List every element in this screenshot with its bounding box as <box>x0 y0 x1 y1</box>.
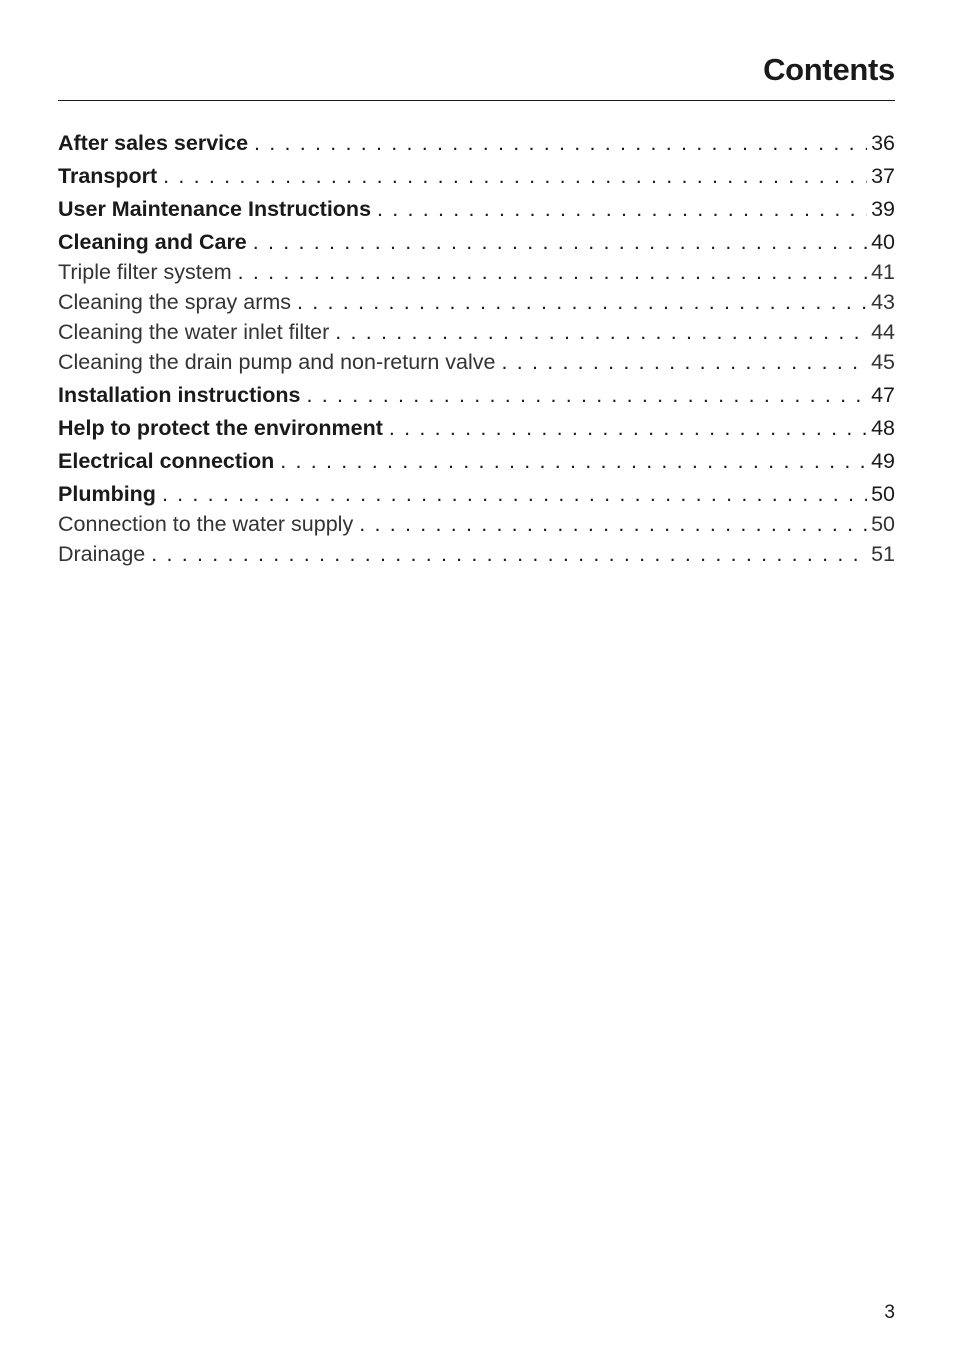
title-divider <box>58 100 895 101</box>
toc-entry-label: Transport <box>58 164 158 188</box>
toc-entry-connection-water-supply[interactable] <box>58 509 895 539</box>
page-number: 3 <box>884 1302 895 1323</box>
toc-entry-label: Triple filter system <box>58 260 232 284</box>
toc-entry-help-protect-environment[interactable] <box>58 413 895 443</box>
dot-leader <box>297 287 867 317</box>
toc-entry-label: Installation instructions <box>58 383 301 407</box>
toc-entry-label: Cleaning and Care <box>58 230 247 254</box>
toc-entry-label: Cleaning the water inlet filter <box>58 320 330 344</box>
toc-entry-page: 45 <box>871 350 895 374</box>
dot-leader <box>253 227 867 257</box>
toc-entry-page: 50 <box>871 482 895 506</box>
dot-leader <box>254 128 867 158</box>
toc-entry-cleaning-and-care[interactable] <box>58 227 895 257</box>
dot-leader <box>162 479 867 509</box>
dot-leader <box>280 446 867 476</box>
page-title: Contents <box>763 52 895 87</box>
toc-entry-page: 40 <box>871 230 895 254</box>
dot-leader <box>389 413 867 443</box>
toc-entry-cleaning-spray-arms[interactable] <box>58 287 895 317</box>
dot-leader <box>377 194 867 224</box>
toc-entry-label: After sales service <box>58 131 249 155</box>
toc-entry-electrical-connection[interactable] <box>58 446 895 476</box>
table-of-contents <box>58 128 895 569</box>
toc-entry-label: Plumbing <box>58 482 156 506</box>
dot-leader <box>335 317 867 347</box>
toc-entry-page: 50 <box>871 512 895 536</box>
dot-leader <box>307 380 868 410</box>
toc-entry-label: Cleaning the spray arms <box>58 290 292 314</box>
toc-entry-page: 39 <box>871 197 895 221</box>
toc-entry-triple-filter-system[interactable] <box>58 257 895 287</box>
dot-leader <box>238 257 867 287</box>
dot-leader <box>359 509 867 539</box>
toc-entry-label: Electrical connection <box>58 449 275 473</box>
toc-entry-page: 36 <box>871 131 895 155</box>
toc-entry-label: Connection to the water supply <box>58 512 354 536</box>
toc-entry-label: User Maintenance Instructions <box>58 197 372 221</box>
dot-leader <box>501 347 867 377</box>
toc-entry-page: 43 <box>871 290 895 314</box>
toc-entry-user-maintenance-instructions[interactable] <box>58 194 895 224</box>
toc-entry-page: 48 <box>871 416 895 440</box>
toc-entry-page: 49 <box>871 449 895 473</box>
toc-entry-transport[interactable] <box>58 161 895 191</box>
toc-entry-page: 37 <box>871 164 895 188</box>
toc-entry-label: Help to protect the environment <box>58 416 383 440</box>
toc-entry-after-sales-service[interactable] <box>58 128 895 158</box>
toc-entry-drainage[interactable] <box>58 539 895 569</box>
toc-entry-page: 47 <box>871 383 895 407</box>
toc-entry-page: 44 <box>871 320 895 344</box>
toc-entry-label: Drainage <box>58 542 146 566</box>
toc-entry-plumbing[interactable] <box>58 479 895 509</box>
dot-leader <box>163 161 867 191</box>
toc-entry-page: 41 <box>871 260 895 284</box>
toc-entry-cleaning-drain-pump[interactable] <box>58 347 895 377</box>
toc-entry-cleaning-water-inlet-filter[interactable] <box>58 317 895 347</box>
toc-entry-installation-instructions[interactable] <box>58 380 895 410</box>
toc-entry-label: Cleaning the drain pump and non-return valve <box>58 350 496 374</box>
dot-leader <box>151 539 867 569</box>
toc-entry-page: 51 <box>871 542 895 566</box>
